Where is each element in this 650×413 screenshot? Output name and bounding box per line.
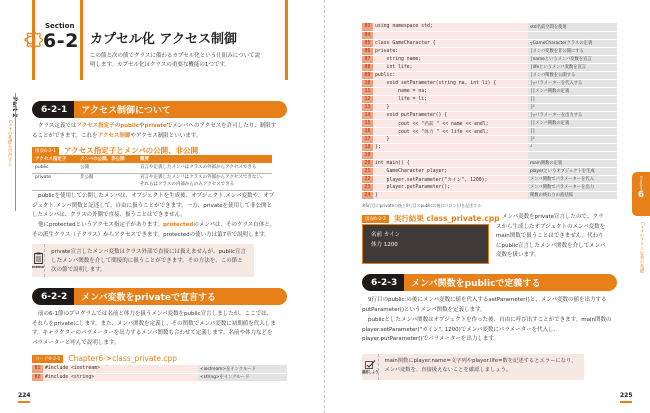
memo-label: memo [32,265,45,269]
section-number: 6-2 [43,30,79,52]
part-divider [15,93,16,211]
code-line: 03 using namespace std; std名前空間を使用 [362,23,617,31]
memo-text: private宣言したメンバ変数はクラス外部で直接には扱えませんが、public宣言したメンバ関数を介して間接的に扱うことができます。その方法を、この節と次の節で説明します。 [51,249,247,273]
checkmark-icon [365,360,376,369]
code-line: 09 public: │メンバ関数を公開する [362,71,617,79]
column-header: アクセス指定子 [32,155,77,163]
code-note: ※6行目のprivateの後と9行目のpublicの後にコロン(:)を記述する [362,203,482,208]
paragraph: クラス定義ではアクセス指定子のpublicやprivateでメンバへのアクセスを許可したり、制限することができます。これをアクセス制御やアクセス制限といいます。 [32,123,277,139]
check-text: main関数にplayer.name=文字列やplayer.life=数を記述するとエラーになり、メンバ変数を、直接扱えないことを確認しましょう。 [384,358,577,373]
code-line: 02 #include <string> <string>をインクルード [32,373,287,381]
section-divider [80,0,83,80]
result-label [362,213,500,224]
code-label [32,354,177,363]
paragraph: publicを使用して公開したメンバは、オブジェクトを生成後、オブジェクト.メンバ変数や、オブジェクト.メンバ関数と記述して、自由に扱うことができます。一方、privateを使用して非公開としたメンバは、クラスの外側で直接、扱うことはできません。 [32,193,275,218]
figure-tag: 図表6-2-1 [32,147,59,155]
table-row: public 公開 宣言や定義したメンバはクラスの外部からアクセスできる [32,163,272,173]
heading-6-2-1 [32,101,287,118]
code-line: 08 int life; │lifeというメンバ変数を宣言 [362,63,617,71]
heading-title: メンバ関数をpublicで定義する [411,279,541,289]
code-line: 07 string name; │nameというメンバ変数を宣言 [362,55,617,63]
paragraph: publicとしたメンバ関数はオブジェクトを作った後、自由に呼び出すことができます。main関数のplayer.setParameter("カイン", 1200)でメンバ変数にパラメーターを代入し、player.putParameter()でパラメーターを出力します。 [362,317,612,342]
code-line: 18 }; ┘ [362,143,617,151]
section-description: この節と次の節でクラスに備わるカプセル化という仕組みについて説明します。カプセル化はクラスの重要な機能の1つです。 [90,53,261,68]
column-header: メンバの公開、非公開 [77,155,137,163]
page-number: 225 [620,392,633,403]
execution-result-box [362,224,489,264]
column-header: 概要 [137,155,272,163]
memo-box [32,244,254,277]
code-listing [362,23,617,200]
section-title: カプセル化 アクセス制御 [90,32,238,47]
result-line: 名前 カイン [371,232,401,238]
code-line: 05 class GameCharacter { ┬GameCharacterクラスの定義 [362,39,617,47]
chapter-subtitle: C++のクラス定義の基礎 [639,222,644,274]
paragraph: 前の6-1節のプログラムでは名前と体力を扱うメンバ変数をpublic宣言しましたが、ここでは、それらをprivateにします。また、メンバ関数を定義し、その関数でメンバ変数に初期値を代入します。キャラクターのパラメーターを出力するメンバ関数も合わせて定義します。名前や体力などをパラメーターと呼んで説明します。 [32,311,276,346]
result-tag: 図表6-2-2 [362,215,389,223]
result-title: 実行結果 class_private.cpp [393,214,500,223]
heading-number: 6-2-1 [32,101,74,118]
code-line: 20 int main() { main関数の定義 [362,159,617,167]
heading-6-2-3 [362,274,617,291]
chapter-label: Chapter [639,176,643,190]
code-line: 11 name = na; ││メンバ関数の定義 [362,87,617,95]
heading-6-2-2 [32,288,287,305]
section-divider [285,0,288,80]
code-line: 19 [362,151,617,159]
page-number: 224 [18,392,31,403]
code-title: Chapter6->class_private.cpp [68,354,178,363]
access-specifier-table [32,155,272,191]
paragraph: 他にprotectedというアクセス指定子があります。protectedのメンバは、そのクラス自体と、その派生クラス（子クラス）からアクセスできます。protectedの使い方は第7章で説明します。 [32,222,276,238]
chapter-tab [632,172,650,216]
code-line: 06 private: │メンバ変数を非公開にする [362,47,617,55]
gear-icon [18,27,44,53]
chapter-number: 6 [637,190,645,200]
code-line: 23 player.putParameter(); メンバ関数でパラメーターを出力 [362,183,617,191]
check-label: 確認しよう [362,370,379,374]
heading-number: 6-2-3 [362,274,404,291]
check-icon-area [362,354,379,380]
code-line: 14 void putParameter() { │┬パラメーターを出力する [362,111,617,119]
code-line: 21 GameCharacter player; playerというオブジェクトを生成 [362,167,617,175]
part-subtitle: C++の基礎を学習する [7,120,12,167]
result-line: 体力 1200 [371,242,398,248]
code-line: 24 } 関数の終わりの波括弧 [362,191,617,199]
code-line: 17 } │┘ [362,135,617,143]
code-listing [32,365,287,382]
result-description: メンバ変数をprivate宣言したので、クラスから生成したオブジェクトのメンバ変数をmain関数で扱うことはできません。代わりにpublic宣言したメンバ関数を介してメンバ変数を扱います。 [496,214,606,258]
memo-icon-area [32,244,45,277]
code-line: 12 life = li; ││ [362,95,617,103]
code-line: 15 cout << "名前 " << name << endl; ││メンバ関数の定義 [362,119,617,127]
code-tag: コード6-2-1 [32,355,63,363]
heading-title: メンバ変数をprivateで宣言する [81,293,216,303]
section-label: Section [45,22,75,30]
code-line: 01 #include <iostream> <iostream>をインクルード [32,365,287,373]
figure-title: アクセス指定子とメンバの公開、非公開 [63,146,199,155]
code-line: 04 [362,31,617,39]
table-row: private 非公開 宣言や定義したメンバはクラスの外部からアクセスできない。それらはクラスの内部からのみアクセスできる [32,173,272,190]
code-line: 22 player.setParameter("カイン", 1200); メンバ関数でパラメーターを代入 [362,175,617,183]
code-line: 13 } │┘ [362,103,617,111]
code-line: 10 void setParameter(string na, int li) { │┬パラメーターを代入する [362,79,617,87]
heading-title: アクセス制御について [81,106,171,116]
heading-number: 6-2-2 [32,288,74,305]
paragraph: 9行目のpublic:の後にメンバ変数に値を代入するsetParameter()と、メンバ変数の値を出力するputParameter()というメンバ関数を定義します。 [362,297,607,313]
check-box [362,354,584,380]
code-line: 16 cout << "体力 " << life << endl; ││ [362,127,617,135]
clipboard-icon [34,252,43,264]
